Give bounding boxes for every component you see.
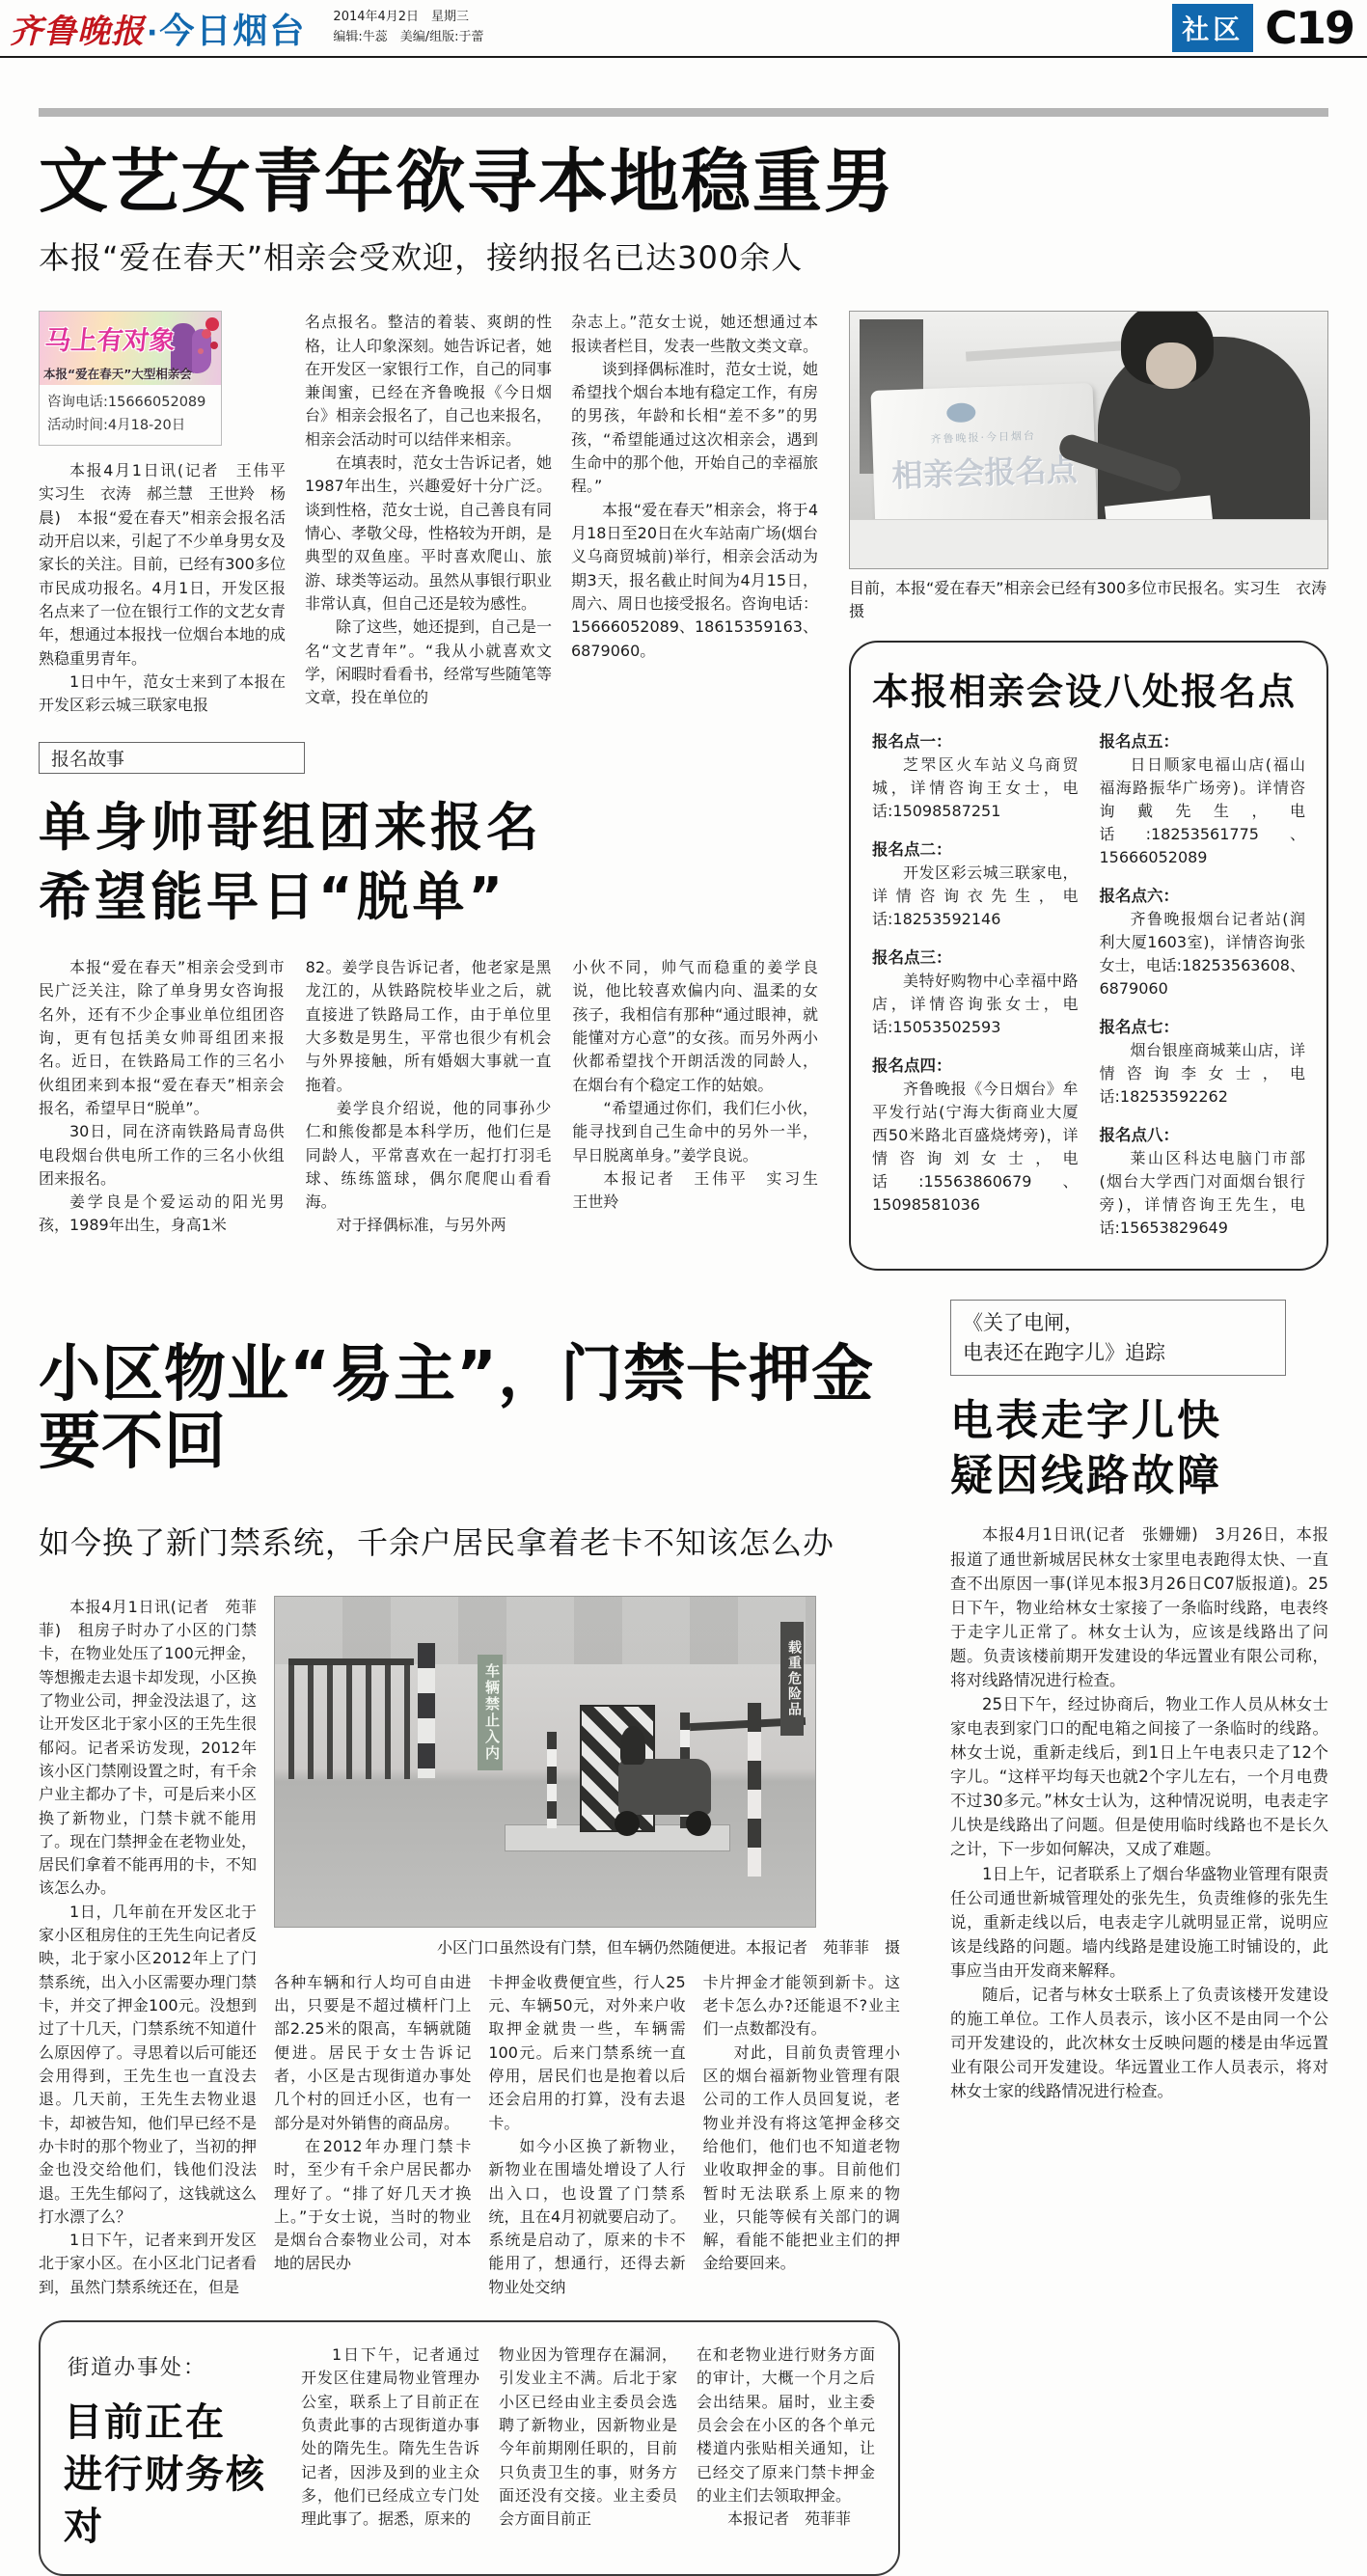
story-kicker: 报名故事 [39, 742, 305, 774]
article1-headline: 文艺女青年欲寻本地稳重男 [39, 141, 896, 222]
gate-banner-sign: 车辆禁止入内 [478, 1655, 503, 1770]
office-box-head [64, 2343, 282, 2553]
body-paragraph: 姜学良介绍说，他的同事孙少仁和熊俊都是本科学历，他们仨是同龄人，平常喜欢在一起打打羽毛球、练练篮球，偶尔爬爬山看看海。 [305, 1098, 552, 1212]
article1-col3 [571, 311, 818, 717]
ad-time-line: 活动时间:4月18-20日 [47, 418, 186, 434]
office-col2 [499, 2343, 677, 2553]
office-kicker: 街道办事处： [68, 2356, 207, 2381]
story-headline-line2: 希望能早日“脱单” [39, 865, 506, 927]
body-paragraph: 除了这些，她还提到，自己是一名“文艺青年”。“我从小就喜欢文学，闲暇时看看书，经常写些随笔等文章，投在单位的 [305, 617, 553, 707]
newspaper-logo-icon [946, 402, 976, 423]
body-paragraph: 杂志上。”范女士说，她还想通过本报读者栏目，发表一些散文类文章。 [571, 313, 819, 355]
body-paragraph: 随后，记者与林女士联系上了负责该楼开发建设的施工单位。工作人员表示，该小区不是由同一个公司开发建设的，此次林女士反映问题的楼是由华远置业有限公司开发建设。华远置业工作人员表示，将对林女士家的线路情况进行检查。 [950, 1985, 1328, 2101]
striped-pillar [418, 1643, 435, 1778]
ad-subtitle: 本报“爱在春天”大型相亲会 [43, 367, 192, 382]
story-columns [39, 956, 834, 1238]
followup-tag [950, 1300, 1286, 1376]
tricycle-wheel [686, 1811, 711, 1836]
rider-silhouette [620, 1726, 645, 1765]
article1-col2 [305, 311, 552, 717]
ad-phone-line: 咨询电话:15666052089 [47, 395, 206, 411]
page-number: C19 [1265, 2, 1353, 54]
article1-col1 [39, 311, 302, 717]
body-paragraph: 卡押金收费便宜些，行人25元、车辆50元，对外来户收取押金就贵一些，车辆需100元。后来门禁系统一直停用，居民们也是抱着以后还会启用的打算，没有去退卡。 [488, 1972, 686, 2132]
signup-col-right [1100, 728, 1306, 1253]
section-badge: 社区 [1172, 4, 1253, 52]
photo2-caption: 小区门口虽然设有门禁，但车辆仍然随便进。本报记者 苑菲菲 摄 [436, 1937, 900, 1957]
body-paragraph: 对于择偶标准，与另外两 [336, 1216, 506, 1235]
masthead [10, 4, 306, 53]
signup-point: 报名点六： 齐鲁晚报烟台记者站(润利大厦1603室)，详情咨询张女士，电话:18253563608、6879060 [1099, 887, 1305, 999]
body-paragraph: 在2012年办理门禁卡时，至少有千余户居民都办理好了。“排了好几天才换上。”于女士说，当时的物业是烟台合泰物业公司，对本地的居民办 [274, 2136, 472, 2273]
registration-photo [849, 311, 1328, 569]
signup-point: 报名点一： 芝罘区火车站义乌商贸城，详情咨询王女士，电话:15098587251 [872, 732, 1079, 821]
article2-col4 [703, 1971, 900, 2299]
body-paragraph: 在填表时，范女士告诉记者，她1987年出生，兴趣爱好十分广泛。谈到性格，范女士说，自己善良有同情心、孝敬父母，性格较为开朗，是典型的双鱼座。平时喜欢爬山、旅游、球类等运动。虽然从事银行职业非常认真，但自己还是较为感性。 [305, 453, 553, 613]
body-paragraph: 本报4月1日讯(记者 苑菲菲) 租房子时办了小区的门禁卡，在物业处压了100元押金，等想搬走去退卡却发现，小区换了物业公司，押金没法退了，这让开发区北于家小区的王先生很郁闷。记者采访发现，2012年该小区门禁刚设置之时，有千余户业主都办了卡，可是后来小区换了新物业，门禁卡就不能用了。现在门禁押金在老物业处，居民们拿着不能再用的卡，不知该怎么办。 [39, 1597, 257, 1898]
body-paragraph: 本报4月1日讯(记者 王伟平 实习生 衣涛 郝兰慧 王世羚 杨晨) 本报“爱在春天”相亲会报名活动开启以来，引起了不少单身男女及家长的关注。目前，已经有300多位市民成功报名。4月1日，开发区报名点来了一位在银行工作的文艺女青年，想通过本报找一位烟台本地的成熟稳重男青年。 [39, 461, 302, 668]
office-col1 [301, 2343, 479, 2553]
signup-point: 报名点七： 烟台银座商城莱山店，详情咨询李女士，电话:18253592262 [1099, 1018, 1305, 1107]
signup-points-box [849, 641, 1328, 1271]
office-col3 [697, 2343, 875, 2553]
story-headline [39, 793, 818, 931]
body-paragraph: 本报4月1日讯(记者 张姗姗) 3月26日，本报报道了通世新城居民林女士家里电表跑得太快、一直查不出原因一事(详见本报3月26日C07版报道)。25日下午，物业给林女士家接了一条临时线路，电表终于走字儿正常了。林女士认为，应该是线路出了问题。负责该楼前期开发建设的华远置业有限公司称，将对线路情况进行检查。 [950, 1525, 1328, 1689]
article2-col2 [274, 1971, 471, 2299]
body-paragraph: 姜学良是个爱运动的阳光男孩，1989年出生，身高1米 [39, 1192, 285, 1235]
body-paragraph: 25日下午，经过协商后，物业工作人员从林女士家电表到家门口的配电箱之间接了一条临时的线路。林女士说，重新走线后，到1日上午电表只走了12个字儿。“这样平均每天也就2个字儿左右，一个月电费不过30多元。”林女士认为，这种情况说明，电表走字儿快是线路出了问题。但是使用临时线路也不是长久之计，下一步如何解决，又成了难题。 [950, 1694, 1328, 1859]
ad-banner [40, 312, 221, 385]
body-paragraph: 1日下午，记者来到开发区北于家小区。在小区北门记者看到，虽然门禁系统还在，但是 [39, 2231, 257, 2296]
body-paragraph: 1日下午，记者通过开发区住建局物业管理办公室，联系上了目前正在负责此事的古现街道办事处的隋先生。隋先生告诉记者，因涉及到的业主众多，他们已经成立专门处理此事了。据悉，原来的 [301, 2345, 479, 2529]
story-headline-line1: 单身帅哥组团来报名 [39, 797, 542, 859]
striped-post [547, 1732, 557, 1828]
body-paragraph: 名点报名。整洁的着装、爽朗的性格，让人印象深刻。她告诉记者，她在开发区一家银行工作，自己的同事兼闺蜜，已经在齐鲁晚报《今日烟台》相亲会报名了，自己也来报名，相亲会活动时可以结伴来相亲。 [305, 313, 553, 449]
counter-desk [850, 519, 1327, 568]
body-paragraph: 对此，目前负责管理小区的烟台福新物业管理有限公司的工作人员回复说，老物业并没有将这笔押金移交给他们，他们也不知道老物业收取押金的事。目前他们暂时无法联系上原来的物业，只能等候有关部门的调解，看能不能把业主们的押金给要回来。 [702, 2042, 900, 2273]
signup-col-left [872, 728, 1079, 1253]
body-paragraph: 在和老物业进行财务方面的审计，大概一个月之后会出结果。届时，业主委员会会在小区的各个单元楼道内张贴相关通知，让已经交了原来门禁卡押金的业主们去领取押金。 [697, 2345, 875, 2505]
header-meta [333, 8, 483, 48]
body-paragraph: 各种车辆和行人均可自由进出，只要是不超过横杆门上部2.25米的限高，车辆就随便进。居民于女士告诉记者，小区是古现街道办事处几个村的回迁小区，也有一部分是对外销售的商品房。 [274, 1972, 472, 2132]
reporter-byline: 本报记者 苑菲菲 [727, 2509, 852, 2529]
office-response-box [39, 2320, 900, 2576]
body-paragraph: 如今小区换了新物业，新物业在围墙处增设了人行出入口，也设置了门禁系统，且在4月初就要启动了。系统是启动了，原来的卡不能用了，想通行，还得去新物业处交纳 [488, 2136, 686, 2296]
photo1-caption: 目前，本报“爱在春天”相亲会已经有300多位市民报名。实习生 衣涛 摄 [849, 579, 1343, 621]
body-paragraph: 1日上午，记者联系上了烟台华盛物业管理有限责任公司通世新城管理处的张先生，负责维修的张先生说，重新走线以后，电表走字儿就明显正常，说明应该是线路的问题。墙内线路是建设施工时铺设的，此事应当由开发商来解释。 [950, 1864, 1328, 1980]
sidebar-headline [950, 1393, 1328, 1503]
body-paragraph: 本报“爱在春天”相亲会，将于4月18日至20日在火车站南广场(烟台义乌商贸城前)举行，相亲会活动为期3天，报名截止时间为4月15日，周六、周日也接受报名。咨询电话：15666052089、18615359163、6879060。 [571, 500, 819, 660]
body-paragraph: 小伙不同，帅气而稳重的姜学良说，他比较喜欢偏内向、温柔的女孩子，我相信有那种“通过眼神，就能懂对方心意”的女孩。而另外两小伙都希望找个开朗活泼的同龄人，在烟台有个稳定工作的姑娘。 [572, 958, 819, 1094]
office-headline-line1: 目前正在 [64, 2400, 226, 2446]
signup-point: 报名点二： 开发区彩云城三联家电，详情咨询衣先生，电话:18253592146 [872, 840, 1079, 929]
body-paragraph: 本报记者 王伟平 实习生 王世羚 [572, 1168, 834, 1212]
story-col3 [572, 956, 834, 1238]
signup-point: 报名点三： 美特好购物中心幸福中路店，详情咨询张女士，电话:15053502593 [872, 948, 1079, 1037]
body-paragraph: “希望通过你们，我们仨小伙，能寻找到自己生命中的另外一半，早日脱离单身。”姜学良说。 [572, 1098, 819, 1165]
sidebar-article [950, 1300, 1328, 2576]
article2-subhead: 如今换了新门禁系统，千余户居民拿着老卡不知该怎么办 [39, 1523, 835, 1561]
warning-sign: 载重危险品 [780, 1622, 804, 1736]
ad-contact [40, 385, 221, 445]
signup-point: 报名点五： 日日顺家电福山店(福山福海路振华广场旁)。详情咨询戴先生，电话:18253561775、15666052089 [1099, 732, 1305, 867]
followup-tag-line2: 电表还在跑字儿》追踪 [963, 1340, 1165, 1364]
body-paragraph: 1日中午，范女士来到了本报在开发区彩云城三联家电报 [39, 671, 286, 715]
body-paragraph: 谈到择偶标准时，范女士说，她希望找个烟台本地有稳定工作，有房的男孩，年龄和长相“差不多”的男孩，“希望能通过这次相亲会，遇到生命中的那个他，开始自己的幸福旅程。” [571, 359, 819, 496]
article2-col3 [488, 1971, 685, 2299]
masthead-dot: · [147, 15, 158, 50]
body-paragraph: 卡片押金才能领到新卡。这老卡怎么办?还能退不?业主们一点数都没有。 [702, 1972, 900, 2039]
body-paragraph: 物业因为管理存在漏洞，引发业主不满。后北于家小区已经由业主委员会选聘了新物业，因新物业是今年前期刚任职的，目前只负责卫生的事，财务方面还没有交接。业主委员会方面目前正 [499, 2345, 677, 2529]
striped-pole-right [748, 1703, 761, 1877]
sidebar-headline-line2: 疑因线路故障 [950, 1451, 1222, 1501]
body-paragraph: 1日，几年前在开发区北于家小区租房住的王先生向记者反映，北于家小区2012年上了门禁系统，出入小区需要办理门禁卡，并交了押金100元。没想到过了十几天，门禁系统不知道什么原因停了。寻思着以后可能还会用得到，王先生也一直没去退。几天前，王先生去物业退卡，却被告知，他们早已经不是办卡时的那个物业了，当初的押金也没交给他们，钱他们没法退。王先生郁闷了，这钱就这么打水漂了么？ [39, 1902, 257, 2226]
signup-box-title: 本报相亲会设八处报名点 [872, 671, 1298, 714]
article2-headline: 小区物业“易主”，门禁卡押金要不回 [39, 1339, 875, 1479]
office-headline [64, 2397, 282, 2553]
tent-card-title: 相亲会报名点 [890, 451, 1079, 495]
editor-line: 编辑:牛蕊 美编/组版:于蕾 [333, 30, 484, 44]
sidebar-headline-line1: 电表走字儿快 [950, 1396, 1222, 1446]
ad-title: 马上有对象 [43, 326, 178, 357]
background-buildings [275, 1597, 815, 1664]
tent-card-small-text: 齐鲁晚报·今日烟台 [930, 429, 1037, 447]
article1-columns [39, 311, 818, 717]
tricycle-wheel [615, 1811, 640, 1836]
signup-tent-card [870, 383, 1097, 535]
gate-photo [274, 1596, 816, 1928]
story-col1 [39, 956, 285, 1238]
iron-gate [288, 1658, 414, 1779]
divider-rule [39, 108, 1328, 117]
date-line: 2014年4月2日 星期三 [333, 10, 470, 25]
woman-face [1146, 343, 1196, 389]
tricycle-silhouette [618, 1759, 711, 1815]
body-paragraph: 82。姜学良告诉记者，他老家是黑龙江的，从铁路院校毕业之后，就直接进了铁路局工作，由于单位里大多数是男生，平常也很少有机会与外界接触，所有婚姻大事就一直拖着。 [305, 958, 552, 1094]
article2-col1 [39, 1596, 257, 2299]
signup-point: 报名点四： 齐鲁晚报《今日烟台》牟平发行站(宁海大街商业大厦西50米路北百盛烧烤旁)，详情咨询刘女士，电话:15563860679、15098581036 [872, 1056, 1079, 1215]
signup-point: 报名点八： 莱山区科达电脑门市部(烟台大学西门对面烟台银行旁)，详情咨询王先生，电话:15653829649 [1099, 1126, 1305, 1238]
story-col2 [306, 956, 552, 1238]
masthead-logo-red: 齐鲁晚报 [10, 12, 145, 51]
office-headline-line2: 进行财务核对 [64, 2453, 266, 2550]
flower-icon [205, 317, 219, 331]
page-header [0, 0, 1367, 58]
article1-subhead: 本报“爱在春天”相亲会受欢迎，接纳报名已达300余人 [39, 239, 804, 277]
followup-tag-line1: 《关了电闸， [963, 1311, 1084, 1335]
masthead-logo-blue: 今日烟台 [159, 11, 307, 51]
sidebar-body [950, 1522, 1328, 2103]
story-section [39, 742, 834, 1237]
body-paragraph: 本报“爱在春天”相亲会受到市民广泛关注，除了单身男女咨询报名外，还有不少企事业单位组团咨询，更有包括美女帅哥组团来报名。近日，在铁路局工作的三名小伙组团来到本报“爱在春天”相亲会报名，希望早日“脱单”。 [39, 958, 285, 1117]
matchmaking-ad-box [39, 311, 222, 446]
body-paragraph: 30日，同在济南铁路局青岛供电段烟台供电所工作的三名小伙组团来报名。 [39, 1122, 285, 1188]
